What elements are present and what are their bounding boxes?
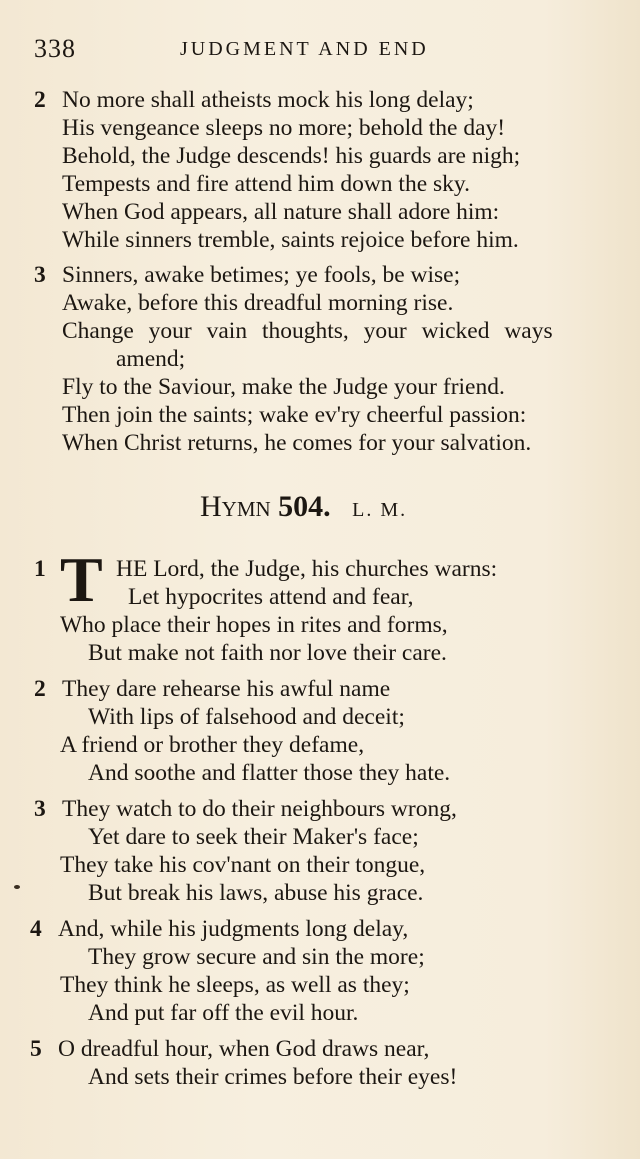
ink-speck bbox=[14, 885, 20, 889]
verse-line: And sets their crimes before their eyes! bbox=[88, 1064, 458, 1090]
verse-line: They think he sleeps, as well as they; bbox=[60, 972, 410, 998]
stanza-number: 1 bbox=[34, 556, 46, 582]
stanza-number: 4 bbox=[30, 916, 42, 942]
hymn-meter: L. M. bbox=[352, 499, 408, 521]
verse-line: And, while his judgments long delay, bbox=[58, 916, 409, 942]
verse-line: Behold, the Judge descends! his guards are nigh; bbox=[62, 143, 521, 169]
verse-line: A friend or brother they defame, bbox=[60, 732, 365, 758]
stanza-number: 2 bbox=[34, 87, 46, 113]
page-number: 338 bbox=[34, 34, 76, 63]
hymn-number: 504. bbox=[278, 490, 331, 523]
hymn-label: Hymn bbox=[200, 490, 271, 523]
verse-line: Fly to the Saviour, make the Judge your friend. bbox=[62, 374, 505, 400]
verse-line: O dreadful hour, when God draws near, bbox=[58, 1036, 430, 1062]
verse-line: Let hypocrites attend and fear, bbox=[128, 584, 414, 610]
verse-line: And soothe and flatter those they hate. bbox=[88, 760, 451, 786]
verse-line: Change your vain thoughts, your wicked ways bbox=[62, 318, 553, 344]
verse-line: With lips of falsehood and deceit; bbox=[88, 704, 405, 730]
stanza-number: 5 bbox=[30, 1036, 42, 1062]
running-title: JUDGMENT AND END bbox=[180, 38, 429, 60]
stanza-number: 2 bbox=[34, 676, 46, 702]
verse-line: They watch to do their neighbours wrong, bbox=[62, 796, 457, 822]
verse-line: They take his cov'nant on their tongue, bbox=[60, 852, 426, 878]
stanza-number: 3 bbox=[34, 262, 46, 288]
verse-line: While sinners tremble, saints rejoice before him. bbox=[62, 227, 519, 253]
verse-line: amend; bbox=[116, 346, 186, 372]
verse-line: Sinners, awake betimes; ye fools, be wise; bbox=[62, 262, 461, 288]
verse-line: Who place their hopes in rites and forms, bbox=[60, 612, 448, 638]
verse-line: His vengeance sleeps no more; behold the day! bbox=[62, 115, 506, 141]
verse-line: Tempests and fire attend him down the sky. bbox=[62, 171, 470, 197]
verse-line: They grow secure and sin the more; bbox=[88, 944, 425, 970]
hymn-title bbox=[200, 490, 407, 524]
verse-line: No more shall atheists mock his long delay; bbox=[62, 87, 474, 113]
verse-line: HE Lord, the Judge, his churches warns: bbox=[116, 556, 498, 582]
verse-line: When God appears, all nature shall adore him: bbox=[62, 199, 500, 225]
verse-line: When Christ returns, he comes for your salvation. bbox=[62, 430, 532, 456]
verse-line: They dare rehearse his awful name bbox=[62, 676, 391, 702]
verse-line: Then join the saints; wake ev'ry cheerful passion: bbox=[62, 402, 527, 428]
verse-line: Yet dare to seek their Maker's face; bbox=[88, 824, 419, 850]
verse-line: But make not faith nor love their care. bbox=[88, 640, 447, 666]
stanza-number: 3 bbox=[34, 796, 46, 822]
verse-line: And put far off the evil hour. bbox=[88, 1000, 359, 1026]
verse-line: Awake, before this dreadful morning rise. bbox=[62, 290, 454, 316]
drop-cap: T bbox=[60, 544, 103, 615]
verse-line: But break his laws, abuse his grace. bbox=[88, 880, 424, 906]
